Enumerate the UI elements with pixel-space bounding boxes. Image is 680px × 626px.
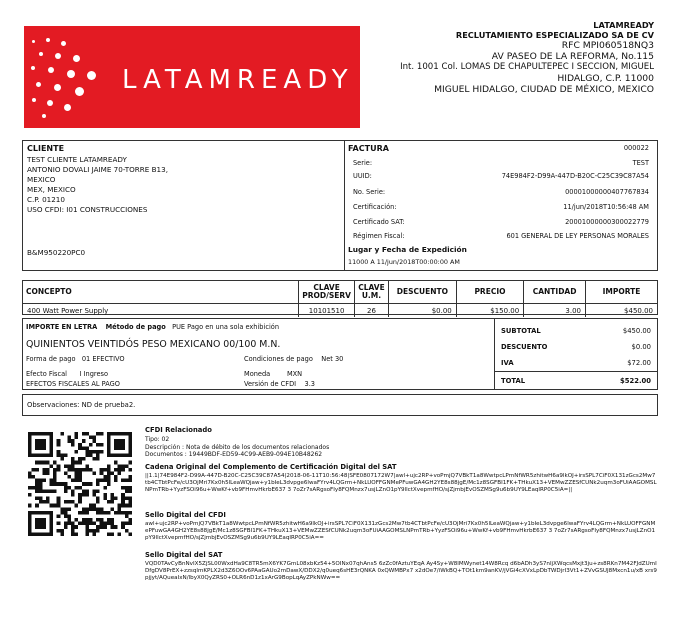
cfdi-rel-tipo: Tipo: 02 <box>145 436 170 443</box>
total-value: $0.00 <box>631 343 651 351</box>
cadena-text: ||1.1|74E984F2-D99A-447D-B20C-C25C39C87A54|2018-06-11T10:56:48|SFE0807172W7|awl+ujc2RP+voPmjQ7VBkT1a8WwtpcLPmNfWR5zhitwH6a9lkOJ+irsSPL7CiF0X131zGcs2Mw7tb4CTbtPcFe/cU3OjMri7Kx0h5lLeaWQjaw+y1bIeL3dvpge6lwaFYrv4LQGrm+NkLUOFFGNMePFuwGA4GH2YE8s88jgE/Mc1z8SGFBI1FK+THkuX13+VEMwZZESfCUNk2uqm3oFUiAAGOMSLNPmTRb+YyzFSOi96u+WwKf+vb9FHmvHkrbE637 3 7oZr7sARgsoFIy8FQMnzx7usjLZnO1pY9llctXvepmfHO/sjZjmbjEvOSZMSg9u6b9UY9LEaqlRP0C5iA=|| <box>145 472 657 493</box>
efecto-value: I Ingreso <box>79 370 108 378</box>
company-logo <box>24 26 360 128</box>
issuer-rfc: RFC MPI060518NQ3 <box>561 40 654 51</box>
sello-sat-title: Sello Digital del SAT <box>145 550 223 559</box>
factura-label: Certificado SAT: <box>353 218 405 226</box>
cfdi-rel-documentos: Documentos : 19449BDF-ED59-4C99-AEB9-094E10B48262 <box>145 451 323 459</box>
factura-title: FACTURA <box>348 144 389 153</box>
condiciones-value: Net 30 <box>321 355 344 363</box>
factura-box <box>344 140 658 271</box>
client-line: TEST CLIENTE LATAMREADY <box>27 155 127 164</box>
client-title: CLIENTE <box>27 144 65 153</box>
logo-text: LATAMREADY <box>122 65 354 95</box>
total-label: IVA <box>501 359 514 367</box>
sello-cfdi-text: awl+ujc2RP+voPmjQ7VBkT1a8WwtpcLPmNfWR5zhitwH6a9lkOJ+irsSPL7CiF0X131zGcs2Mw7tb4CTbtPcFe/cU3OjMri7Kx0h5lLeaWQjaw+y1bIeL3dvpge6lwaFYrv4LQGrm+NkLUOFFGNMePFuwGA4GH2YE8s88jgE/Mc1z8SGFBI1FK+THkuX13+VEMwZZESfCUNk2uqm3oFUiAAGOMSLNPmTRb+YyzFSOi96u+WwKf+vb9FHmvHkrbE637 3 7oZr7sARgsoFIy8FQMnzx7usjLZnO1pY9llctXvepmfHO/sjZjmbjEvOSZMSg9u6b9UY9LEaqlRP0C5iA== <box>145 520 656 541</box>
observaciones-box <box>22 394 658 416</box>
factura-value: 00001000000407767834 <box>565 188 649 196</box>
efecto-label: Efecto Fiscal <box>26 370 67 378</box>
factura-label: Régimen Fiscal: <box>353 232 405 240</box>
forma-pago-label: Forma de pago <box>26 355 76 363</box>
amount-words: QUINIENTOS VEINTIDÓS PESO MEXICANO 00/100 M.N. <box>26 339 281 350</box>
client-line: ANTONIO DOVALI JAIME 70-TORRE B13, <box>27 165 168 174</box>
cell-importe: $450.00 <box>624 306 653 315</box>
condiciones-label: Condiciones de pago <box>244 355 313 363</box>
total-value: $72.00 <box>627 359 651 367</box>
header-importe: IMPORTE <box>585 281 657 304</box>
efecto-fiscal <box>26 370 108 378</box>
total-label: DESCUENTO <box>501 343 548 351</box>
header-cantidad: CANTIDAD <box>524 281 586 304</box>
cell-cantidad: 3.00 <box>524 304 586 318</box>
total-value: $450.00 <box>622 327 651 335</box>
issuer-address-4: MIGUEL HIDALGO, CIUDAD DE MÉXICO, MEXICO <box>434 84 654 95</box>
client-line: MEXICO <box>27 175 56 184</box>
cell-descuento: $0.00 <box>388 304 456 318</box>
total-label: SUBTOTAL <box>501 327 541 335</box>
factura-value: 20001000000300022779 <box>565 218 649 226</box>
total-row-iva <box>501 359 651 367</box>
header-precio: PRECIO <box>456 281 523 304</box>
fiscal-details <box>145 426 657 589</box>
cfdi-rel-descripcion: Descripción : Nota de débito de los documentos relacionados <box>145 443 330 451</box>
totals-divider <box>495 371 657 372</box>
client-rfc: B&M950220PC0 <box>27 248 86 257</box>
metodo-pago-label: Método de pago <box>105 323 166 331</box>
total-label: TOTAL <box>501 377 526 385</box>
place-value: 11000 A 11/jun/2018T00:00:00 AM <box>348 258 460 266</box>
client-box <box>22 140 344 271</box>
items-table <box>22 280 658 315</box>
factura-value: 601 GENERAL DE LEY PERSONAS MORALES <box>506 232 649 240</box>
header-clave-um: CLAVE U.M. <box>354 281 388 304</box>
cfdi-rel-title: CFDI Relacionado <box>145 426 212 434</box>
moneda-value: MXN <box>286 370 303 378</box>
version-value: 3.3 <box>304 380 315 388</box>
header-concepto: CONCEPTO <box>23 281 299 304</box>
header-descuento: DESCUENTO <box>388 281 456 304</box>
client-line: MEX, MEXICO <box>27 185 76 194</box>
factura-value: 11/jun/2018T10:56:48 AM <box>563 203 649 211</box>
issuer-address-2: Int. 1001 Col. LOMAS DE CHAPULTEPEC I SECCION, MIGUEL <box>400 62 654 72</box>
factura-label: No. Serie: <box>353 188 386 196</box>
factura-label: Serie: <box>353 159 373 167</box>
place-title: Lugar y Fecha de Expedición <box>348 245 467 254</box>
forma-pago <box>26 355 125 363</box>
header-clave-prod: CLAVE PROD/SERV <box>299 281 355 304</box>
cadena-title: Cadena Original del Complemento de Certificación Digital del SAT <box>145 462 397 471</box>
items-header-row <box>23 281 657 304</box>
payment-box <box>22 318 494 390</box>
issuer-info <box>354 20 654 95</box>
factura-number: 000022 <box>623 144 649 152</box>
qr-code <box>28 432 132 536</box>
total-row-total <box>501 377 651 385</box>
issuer-name: LATAMREADY <box>593 20 654 30</box>
issuer-subtitle: RECLUTAMIENTO ESPECIALIZADO SA DE CV <box>455 30 654 40</box>
issuer-address-1: AV PASEO DE LA REFORMA, No.115 <box>491 51 654 62</box>
sello-cfdi-title: Sello Digital del CFDI <box>145 510 226 519</box>
version-label: Versión de CFDI <box>244 380 297 388</box>
cell-concepto: 400 Watt Power Supply <box>23 304 299 318</box>
efectos-fiscales: EFECTOS FISCALES AL PAGO <box>26 380 120 388</box>
client-details <box>27 155 168 215</box>
importe-letra-label: IMPORTE EN LETRA <box>26 323 98 331</box>
cell-clave-prod: 10101510 <box>299 304 355 318</box>
payment-header <box>26 323 279 331</box>
condiciones-pago <box>244 355 343 363</box>
total-row-subtotal <box>501 327 651 335</box>
total-row-descuento <box>501 343 651 351</box>
table-row <box>23 304 657 318</box>
sello-sat-text: VQD0TAvCyBnNvIX5ZjSL00WxdHa9C8TR5mX6YK7GmL08xbKz54+5OINx07qhAns5 6zZc0fAztuYEqA Ay4Sy+W8lMWynet14W8Rcq d6bADh3yS7nIjXWqcsMxjt3ju+zs8RKn7M42FJdZUmIDfgDV8PrEX+zzsqlmKPLX2d3Z6OOv6PAaGAUo2mDawX/DDX2/q0ueq6sHE3rQNKA 0xQWMBPx7 x2dOe7/iWkBQ+TOt1km9anKV/jVGi4cXVxLpDbTWDjrI3Vt1+ZVvGSUJ8Mxcn1u/xB xrs9pjjyt/AQueaIxN/lbyX0QyZRS0+OLR6nD1z1xArG9BopLqAyZPkNWw== <box>145 560 657 581</box>
cell-clave-um: 26 <box>354 304 388 318</box>
client-line: USO CFDI: I01 CONSTRUCCIONES <box>27 205 148 214</box>
factura-value: 74E984F2-D99A-447D-B20C-C25C39C87A54 <box>501 172 649 180</box>
moneda-label: Moneda <box>244 370 271 378</box>
factura-label: Certificación: <box>353 203 397 211</box>
version-cfdi <box>244 380 315 388</box>
factura-value: TEST <box>632 159 649 167</box>
total-value: $522.00 <box>620 377 651 385</box>
totals-box <box>494 318 658 390</box>
observaciones-text: Observaciones: ND de prueba2. <box>27 401 136 409</box>
metodo-pago-value: PUE Pago en una sola exhibición <box>172 323 280 331</box>
moneda <box>244 370 302 378</box>
issuer-address-3: HIDALGO, C.P. 11000 <box>557 73 654 84</box>
forma-pago-value: 01 EFECTIVO <box>81 355 125 363</box>
client-line: C.P. 01210 <box>27 195 65 204</box>
factura-label: UUID: <box>353 172 372 180</box>
cell-precio: $150.00 <box>456 304 523 318</box>
